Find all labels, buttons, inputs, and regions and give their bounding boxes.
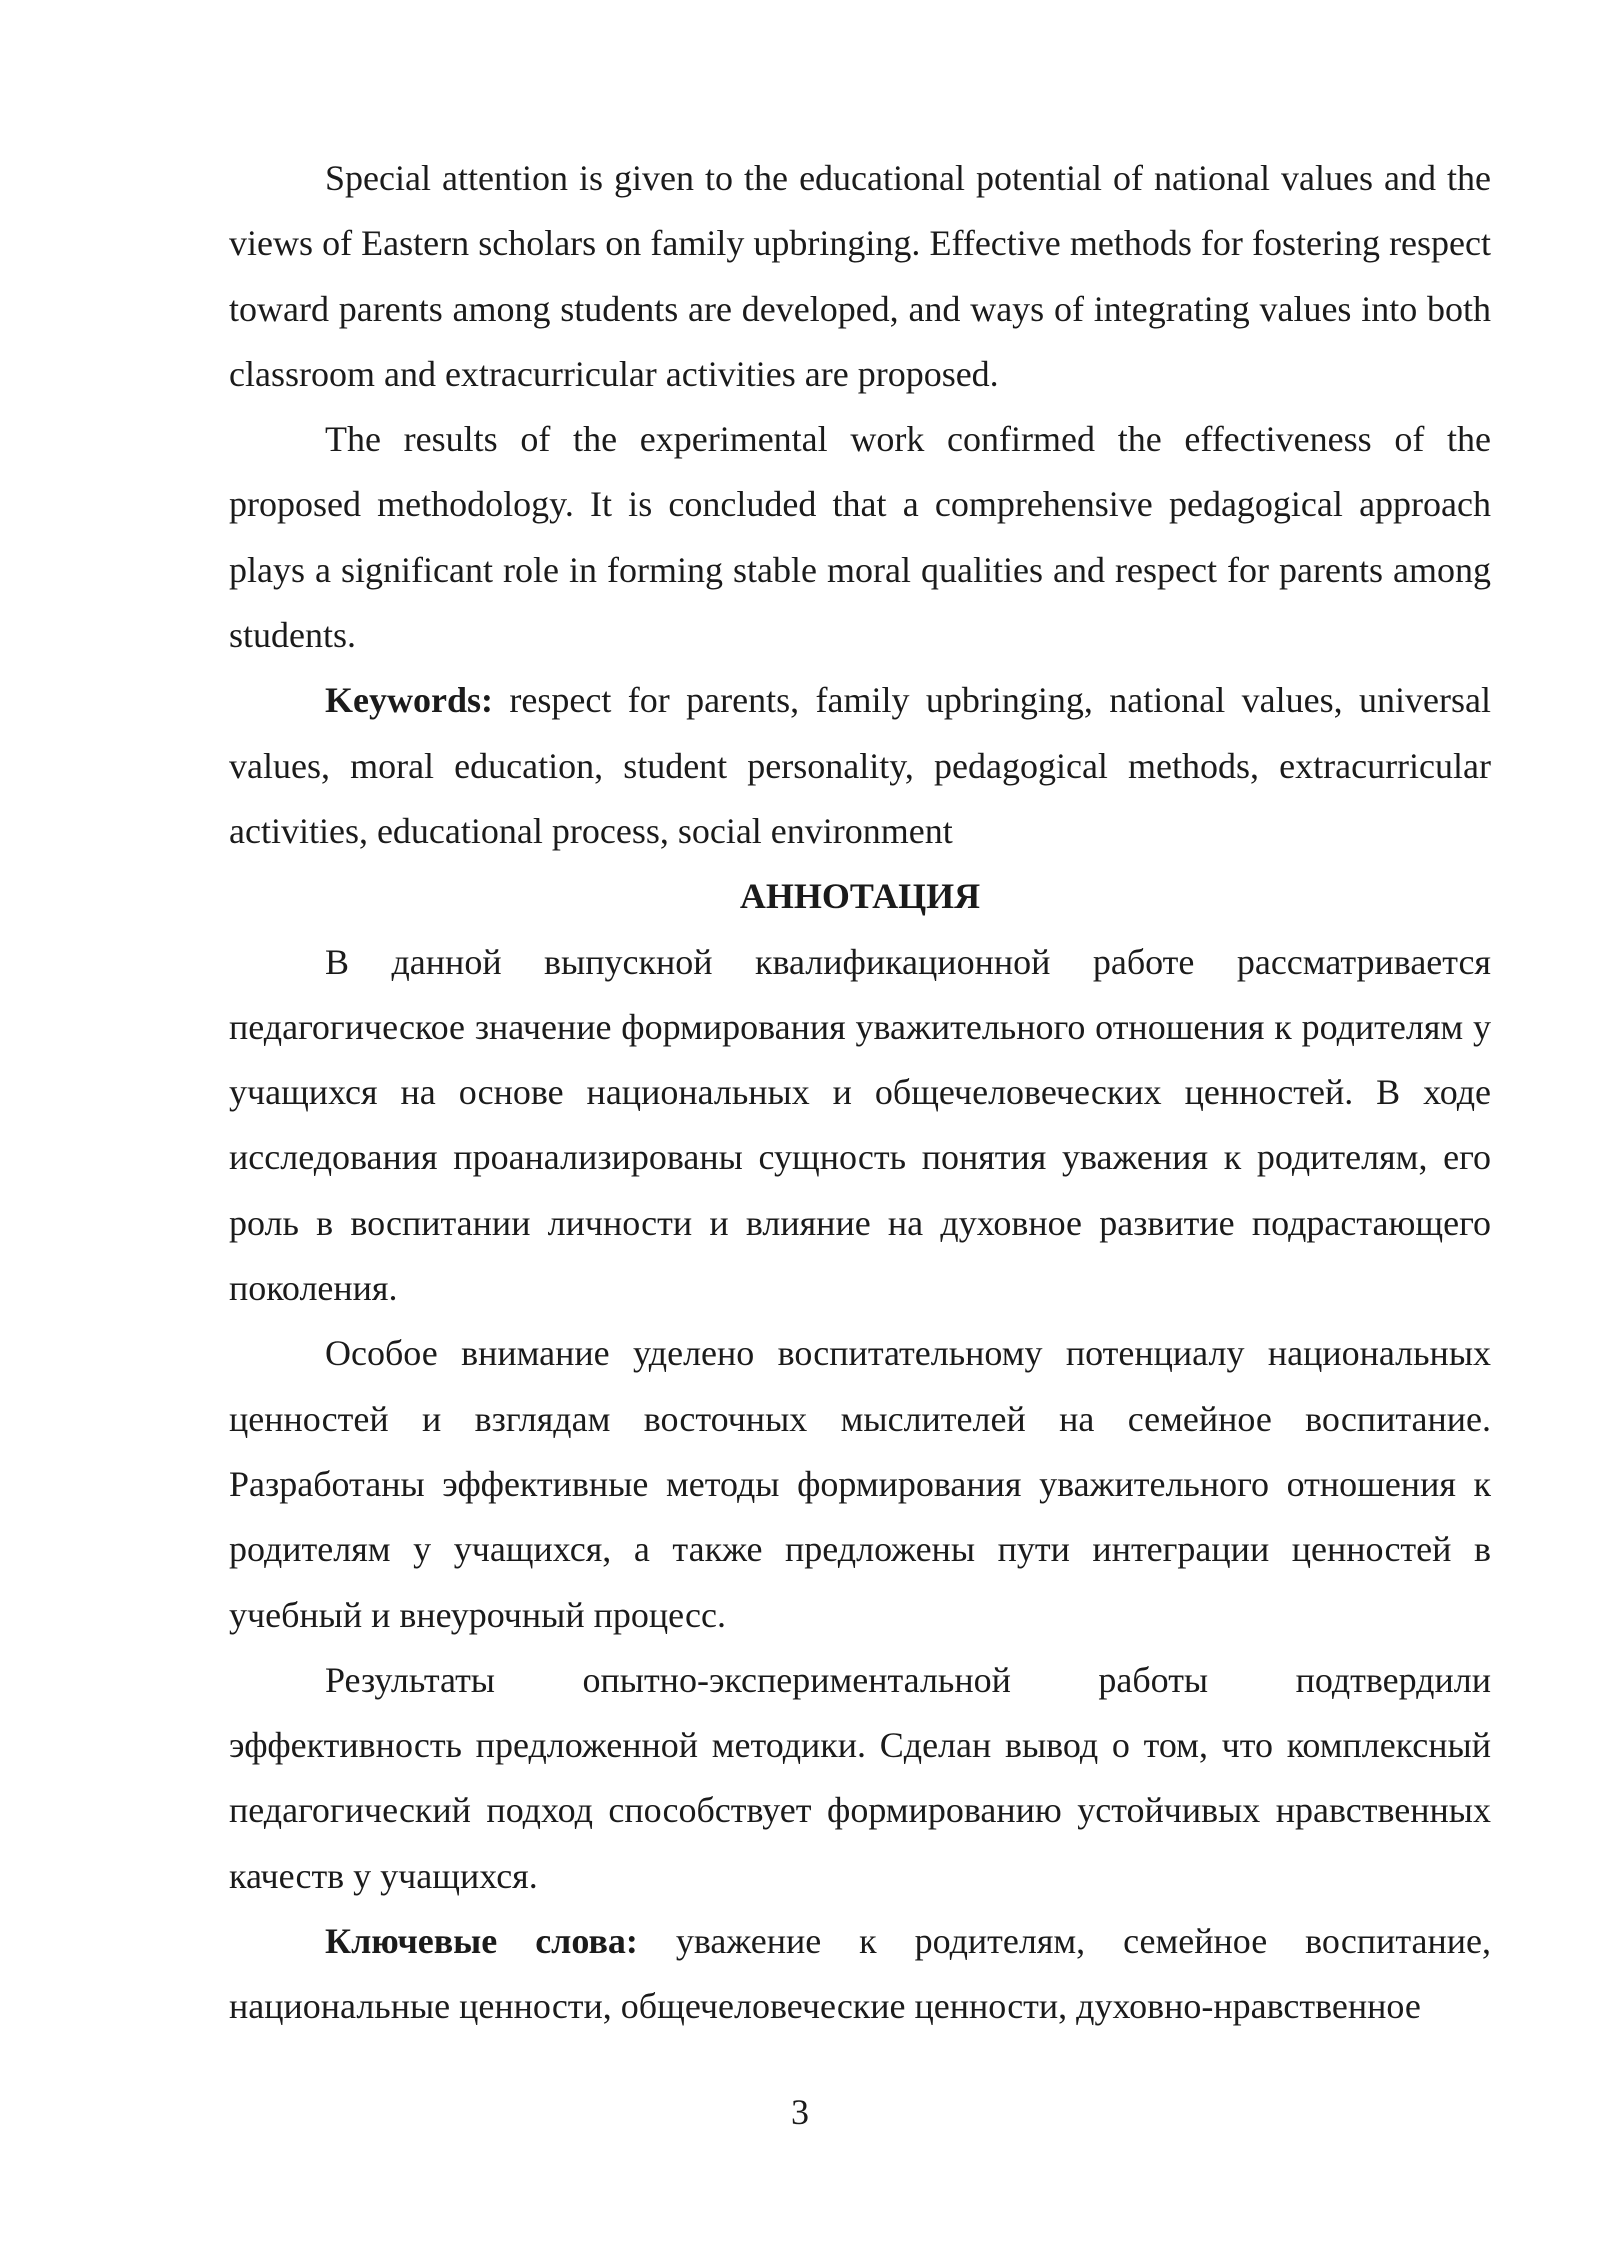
english-keywords-label: Keywords:: [325, 680, 493, 721]
english-paragraph-2: The results of the experimental work confirmed the effectiveness of the proposed methodology. It is concluded that a comprehensive pedagogical approach plays a significant role in forming stable moral qualities and respect for parents among students.: [229, 419, 1491, 656]
russian-paragraph-2: Особое внимание уделено воспитательному потенциалу национальных ценностей и взглядам восточных мыслителей на семейное воспитание. Разработаны эффективные методы формирования уважительного отношения к родителям у учащихся, а также предложены пути интеграции ценностей в учебный и внеурочный процесс.: [229, 1333, 1491, 1635]
english-paragraph-1: Special attention is given to the educational potential of national values and the views of Eastern scholars on family upbringing. Effective methods for fostering respect toward parents among students are developed, and ways of integrating values into both classroom and extracurricular activities are proposed.: [229, 158, 1491, 394]
page-body: [229, 146, 1491, 2040]
english-keywords-text: respect for parents, family upbringing, national values, universal values, moral education, student personality, pedagogical methods, extracurricular activities, educational process, social environment: [229, 680, 1491, 851]
russian-keywords-label: Ключевые слова:: [325, 1921, 638, 1962]
russian-paragraph-3: Результаты опытно-экспериментальной работы подтвердили эффективность предложенной методики. Сделан вывод о том, что комплексный педагогический подход способствует формированию устойчивых нравственных качеств у учащихся.: [229, 1659, 1491, 1896]
russian-keywords: [229, 1909, 1491, 2040]
russian-paragraph-1: В данной выпускной квалификационной работе рассматривается педагогическое значение формирования уважительного отношения к родителям у учащихся на основе национальных и общечеловеческих ценностей. В ходе исследования проанализированы сущность понятия уважения к родителям, его роль в воспитании личности и влияние на духовное развитие подрастающего поколения.: [229, 941, 1491, 1309]
english-keywords: [229, 668, 1491, 864]
page-number: 3: [791, 2092, 809, 2132]
russian-keywords-text: уважение к родителям, семейное воспитание, национальные ценности, общечеловеческие ценности, духовно-нравственное: [229, 1921, 1491, 2027]
russian-abstract-heading: АННОТАЦИЯ: [739, 876, 981, 917]
